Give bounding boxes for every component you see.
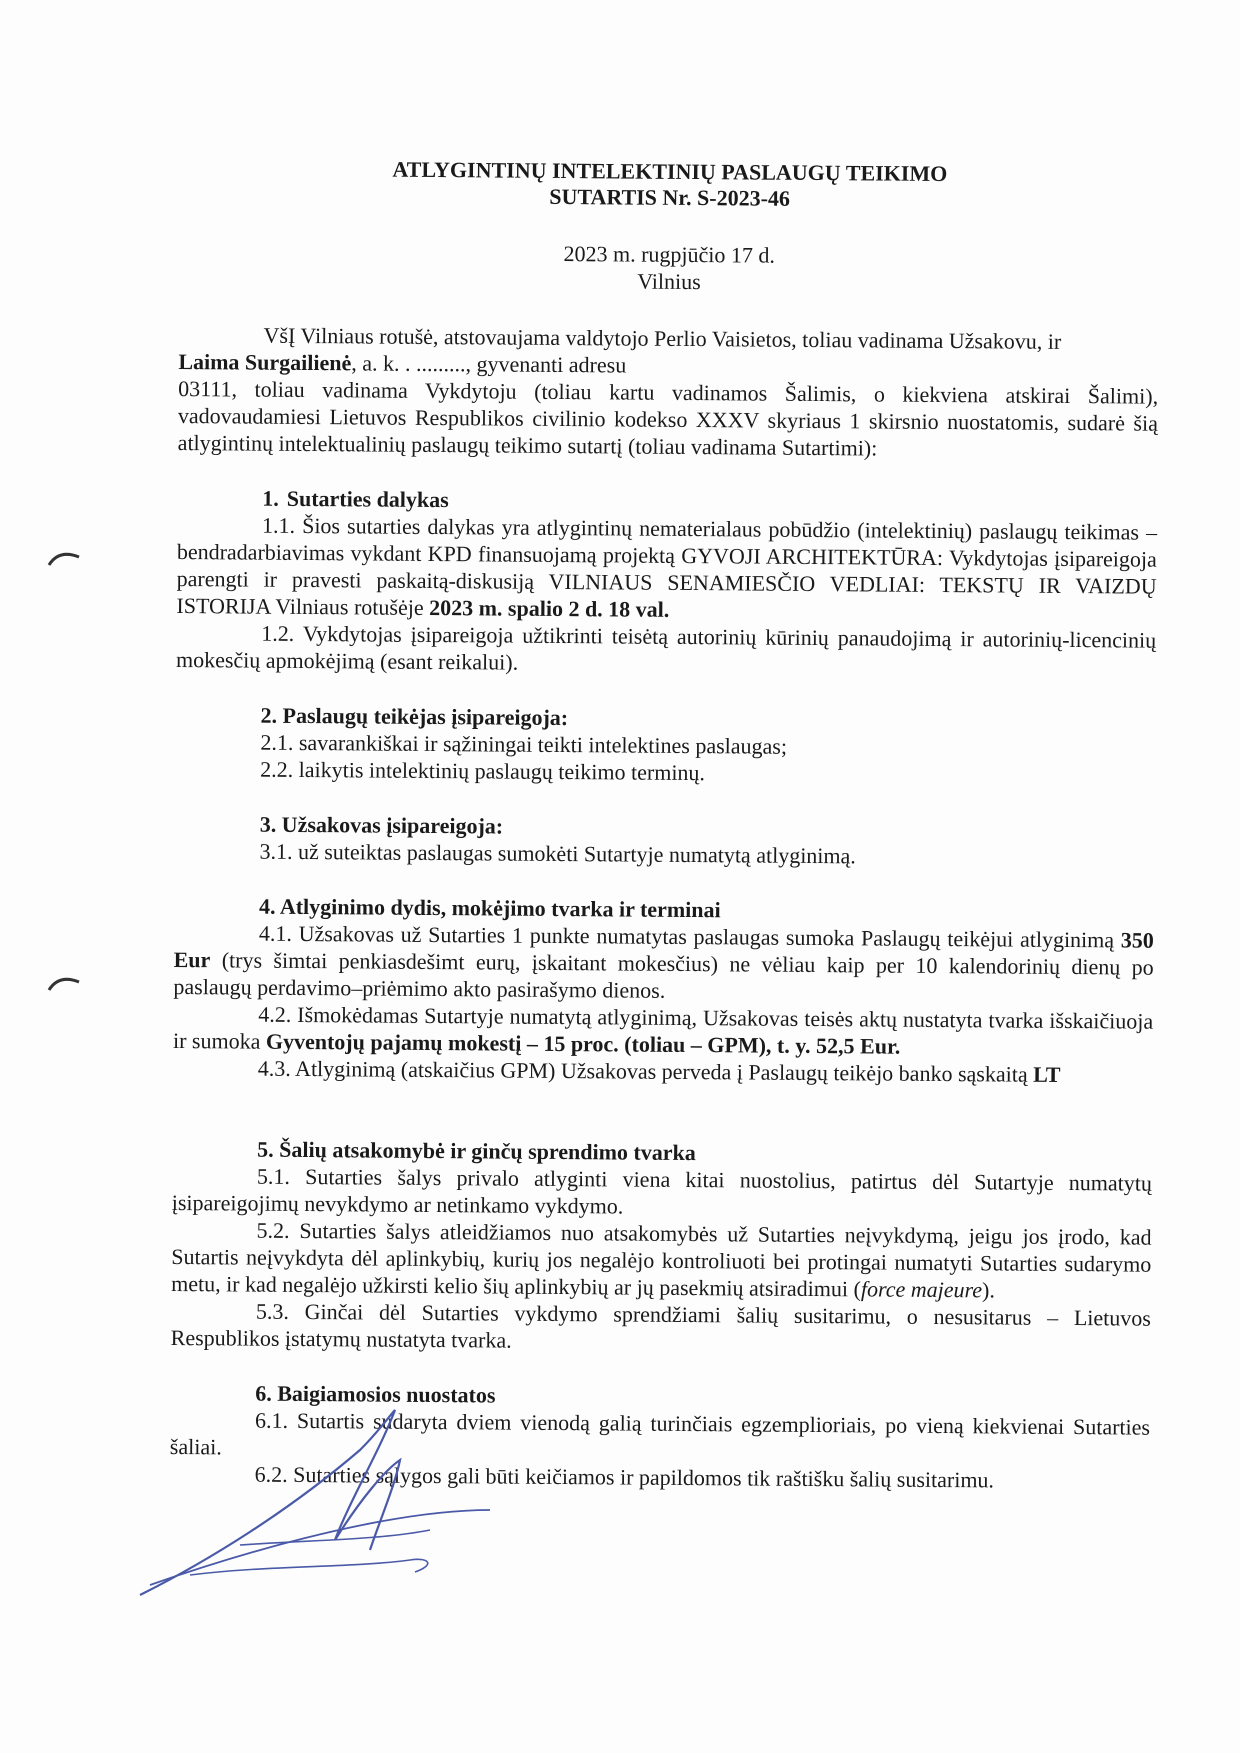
clause-5-2 <box>171 1216 1152 1305</box>
section-1-title: Sutarties dalykas <box>286 485 449 513</box>
clause-6-2: 6.2. Sutarties sąlygos gali būti keičiamos ir papildomos tik raštišku šalių susitarimu. <box>254 1461 995 1493</box>
clause-5-2-italic: force majeure <box>860 1276 983 1303</box>
clause-3-1: 3.1. už suteiktas paslaugas sumokėti Sutartyje numatytą atlyginimą. <box>259 838 856 869</box>
clause-5-2-text: 5.2. Sutarties šalys atleidžiamos nuo atsakomybės už Sutarties neįvykdymą, jeigu jos įrodo, kad Sutartis neįvykdyta dėl aplinkybių, kurių jos negalėjo kontroliuoti bei protingai numatyti Sutarties sudarymo metu, ir kad negalėjo užkirsti kelio šių aplinkybių ar jų pasekmių atsiradimui ( <box>171 1217 1152 1302</box>
clause-6-1: 6.1. Sutartis sudaryta dviem vienodą galią turinčiais egzemplioriais, po vieną kiekvienai Sutarties šaliai. <box>169 1407 1151 1460</box>
clause-1-1-datetime: 2023 m. spalio 2 d. 18 val. <box>429 594 670 622</box>
contract-city: Vilnius <box>637 268 701 295</box>
clause-4-2 <box>173 1000 1153 1062</box>
clause-5-3: 5.3. Ginčai dėl Sutarties vykdymo sprendžiami šalių susitarimu, o nesusitarus – Lietuvos Respublikos įstatymų nustatyta tvarka. <box>170 1298 1151 1353</box>
clause-4-1-text-a: 4.1. Užsakovas už Sutarties 1 punkte numatytas paslaugas sumoka Paslaugų teikėjui atlyginimą <box>258 920 1115 953</box>
party-details: , a. k. . ........., gyvenanti adresu <box>351 350 627 378</box>
clause-5-2-end: ). <box>981 1277 996 1303</box>
intro-line-1: VšĮ Vilniaus rotušė, atstovaujama valdytojo Perlio Vaisietos, toliau vadinama Užsakovu, ir <box>263 322 1062 354</box>
section-2-heading: 2. Paslaugų teikėjas įsipareigoja: <box>260 702 569 731</box>
clause-2-2: 2.2. laikytis intelektinių paslaugų teikimo terminų. <box>260 756 706 786</box>
contract-date: 2023 m. rugpjūčio 17 d. <box>563 241 776 268</box>
clause-4-2-tax: Gyventojų pajamų mokestį – 15 proc. (toliau – GPM), t. y. 52,5 Eur. <box>265 1028 901 1059</box>
signature-icon <box>130 1390 530 1610</box>
party-name: Laima Surgailienė <box>178 348 352 376</box>
hole-punch-mark-icon <box>45 970 85 1000</box>
clause-1-1-text: 1.1. Šios sutarties dalykas yra atlygintinų nematerialaus pobūdžio (intelektinių) paslaugų teikimas – bendradarbiavimas vykdant KPD finansuojamą projektą GYVOJI ARCHITEKTŪRA: Vykdytojas įsipareigoja parengti ir pravesti paskaitą-diskusiją VILNIAUS SENAMIESČIO VEDLIAI: TEKSTŲ IR VAIZDŲ ISTORIJA Vilniaus rotušėje <box>176 512 1158 620</box>
title-line-1: ATLYGINTINŲ INTELEKTINIŲ PASLAUGŲ TEIKIMO <box>392 156 948 187</box>
section-4-heading: 4. Atlyginimo dydis, mokėjimo tvarka ir terminai <box>259 893 721 923</box>
intro-line-3: 03111, toliau vadinama Vykdytoju (toliau kartu vadinamos Šalimis, o kiekviena atskirai Šalimi), vadovaudamiesi Lietuvos Respublikos civilinio kodekso XXXV skyriaus 1 skirsnio nuostatomis, sudarė šią atlygintinų intelektualinių paslaugų teikimo sutartį (toliau vadinama Sutartimi): <box>177 375 1159 461</box>
intro-paragraph <box>178 321 1159 464</box>
clause-4-1-amount: 350 Eur <box>173 927 1154 973</box>
contract-body <box>170 155 1160 1495</box>
title-line-2: SUTARTIS Nr. S-2023-46 <box>549 183 791 211</box>
clause-1-1 <box>176 511 1157 627</box>
section-6-heading: 6. Baigiamosios nuostatos <box>255 1380 496 1408</box>
clause-4-1 <box>173 919 1154 1008</box>
hole-punch-mark-icon <box>45 545 85 575</box>
clause-4-2-text: 4.2. Išmokėdamas Sutartyje numatytą atlyginimą, Užsakovas teisės aktų nustatyta tvarka išskaičiuoja ir sumoka <box>172 1001 1154 1054</box>
clause-4-3-account: LT <box>1033 1061 1061 1087</box>
section-5-heading: 5. Šalių atsakomybė ir ginčų sprendimo tvarka <box>257 1136 696 1166</box>
clause-4-3-text: 4.3. Atlyginimą (atskaičius GPM) Užsakovas perveda į Paslaugų teikėjo banko sąskaitą <box>257 1055 1028 1087</box>
clause-4-1-text-b: (trys šimtai penkiasdešimt eurų, įskaitant mokesčius) ne vėliau kaip per 10 kalendorinių dienų po paslaugų perdavimo–priėmimo akto pasirašymo dienos. <box>173 947 1154 1003</box>
clause-5-1: 5.1. Sutarties šalys privalo atlyginti viena kitai nuostolius, patirtus dėl Sutartyje numatytų įsipareigojimų nevykdymo ar netinkamo vykdymo. <box>171 1163 1153 1219</box>
clause-2-1: 2.1. savarankiškai ir sąžiningai teikti intelektines paslaugas; <box>260 729 788 759</box>
contract-title <box>180 155 1160 215</box>
section-1-number: 1. <box>262 485 279 511</box>
section-3-heading: 3. Užsakovas įsipareigoja: <box>259 811 504 839</box>
clause-1-2: 1.2. Vykdytojas įsipareigoja užtikrinti teisėtą autorinių kūrinių panaudojimą ir autorinių-licencinių mokesčių apmokėjimą (esant reikalui). <box>175 620 1157 675</box>
date-place <box>179 237 1159 299</box>
